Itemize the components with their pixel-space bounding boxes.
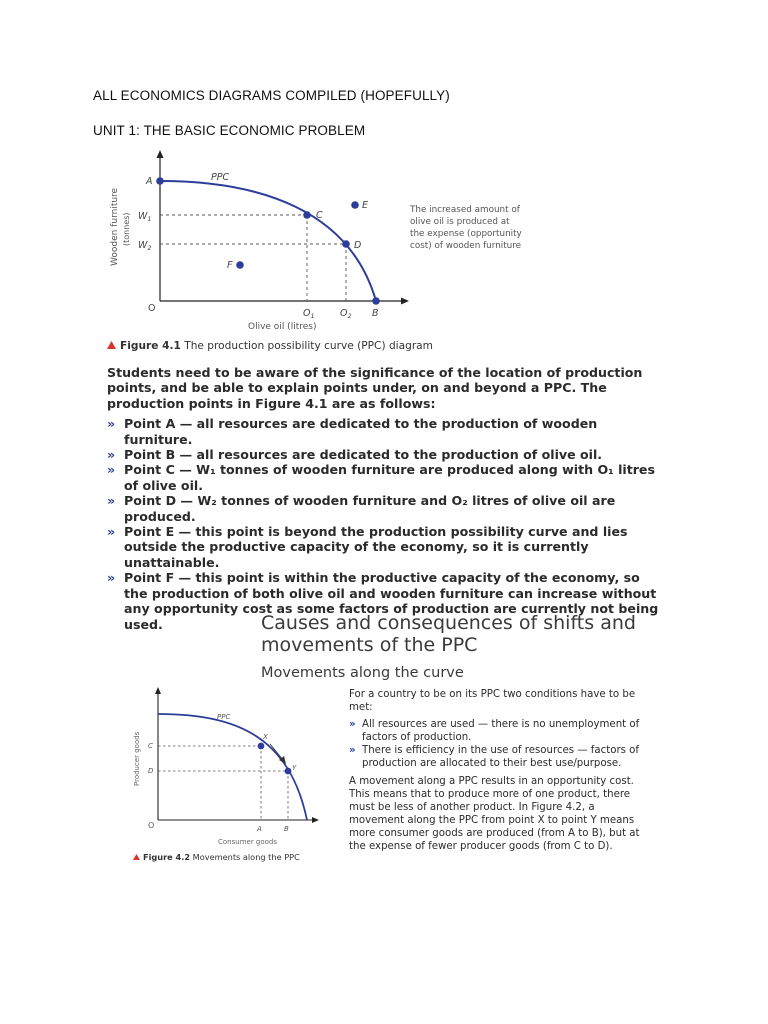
- y-axis-label-2: (tonnes): [122, 212, 131, 246]
- label-c: C: [148, 742, 153, 750]
- point-y: [285, 768, 292, 775]
- label-w1: $W_1$: [138, 211, 152, 223]
- label-c: C: [316, 210, 323, 221]
- document-title: ALL ECONOMICS DIAGRAMS COMPILED (HOPEFULLY): [93, 88, 450, 103]
- y-axis-label-1: Wooden furniture: [110, 187, 120, 266]
- point-x: [258, 743, 265, 750]
- x-axis-label: Olive oil (litres): [248, 322, 317, 332]
- list-item: » There is efficiency in the use of resources — factors of production are allocated to their best use/purpose.: [349, 745, 639, 770]
- caption-triangle-icon: [107, 341, 116, 349]
- point-f: [236, 261, 244, 269]
- movement-arrow: [270, 744, 283, 760]
- label-d: D: [148, 767, 154, 775]
- label-o2: $O_2$: [340, 308, 352, 320]
- unit-heading: UNIT 1: THE BASIC ECONOMIC PROBLEM: [93, 123, 366, 138]
- section-title: Causes and consequences of shifts and movements of the PPC: [261, 612, 636, 656]
- y-axis-arrow: [155, 687, 161, 694]
- label-ppc: PPC: [217, 713, 231, 721]
- label-d: D: [354, 240, 362, 251]
- list-item: » Point B — all resources are dedicated to the production of olive oil.: [107, 447, 603, 463]
- production-points-list: [107, 416, 667, 632]
- movements-text: [349, 688, 649, 857]
- note-line-4: cost) of wooden furniture: [410, 241, 522, 251]
- label-w2: $W_2$: [138, 240, 152, 252]
- note-line-3: the expense (opportunity: [410, 229, 522, 239]
- list-item: » Point E — this point is beyond the production possibility curve and lies outside the productive capacity of the economy, so it is currently unattainable.: [107, 524, 628, 570]
- figure-4-2-movements-diagram: [120, 684, 345, 866]
- caption-triangle-icon: [133, 854, 140, 860]
- ppc-curve: [158, 714, 307, 820]
- note-line-2: olive oil is produced at: [410, 217, 510, 227]
- x-axis-label: Consumer goods: [218, 838, 278, 846]
- y-axis-arrow: [157, 150, 164, 158]
- production-points-text: [107, 365, 667, 632]
- figure-4-1-ppc-diagram: [100, 148, 540, 356]
- label-b: B: [284, 825, 289, 833]
- list-item: » Point F — this point is within the productive capacity of the economy, so the production of both olive oil and wooden furniture can increase without any opportunity cost as some factors of production are currently not being used.: [107, 570, 659, 632]
- label-e: E: [362, 200, 369, 211]
- list-item: » Point A — all resources are dedicated to the production of wooden furniture.: [107, 416, 598, 447]
- x-axis-arrow: [401, 298, 409, 305]
- point-a: [156, 177, 164, 185]
- point-d: [342, 240, 350, 248]
- point-e: [351, 201, 359, 209]
- figure-4-2-caption: Figure 4.2 Movements along the PPC: [143, 852, 300, 862]
- list-item: » All resources are used — there is no unemployment of factors of production.: [349, 719, 640, 744]
- production-points-intro: Students need to be aware of the significance of the location of production points, and be able to explain points under, on and beyond a PPC. The production points in Figure 4.1 are as follows:: [107, 365, 643, 411]
- ppc-curve: [160, 181, 376, 301]
- section-subtitle: Movements along the curve: [261, 665, 464, 681]
- label-f: F: [227, 260, 233, 271]
- conditions-intro: For a country to be on its PPC two conditions have to be met:: [349, 689, 636, 714]
- label-o1: $O_1$: [303, 308, 315, 320]
- point-b: [372, 297, 380, 305]
- opportunity-cost-paragraph: A movement along a PPC results in an opportunity cost. This means that to produce more of one product, there must be less of another product. In Figure 4.2, a movement along the PPC from point X to point Y means more consumer goods are produced (from A to B), but at the expense of fewer producer goods (from C to D).: [349, 775, 640, 853]
- y-axis-label: Producer goods: [133, 731, 141, 786]
- label-b: B: [372, 308, 379, 319]
- note-line-1: The increased amount of: [410, 205, 520, 215]
- figure-4-1-caption: Figure 4.1 The production possibility curve (PPC) diagram: [120, 340, 433, 352]
- label-y: Y: [292, 764, 297, 772]
- list-item: » Point D — W₂ tonnes of wooden furniture and O₂ litres of olive oil are produced.: [107, 493, 616, 524]
- label-ppc: PPC: [211, 172, 230, 183]
- conditions-list: [349, 718, 649, 770]
- point-c: [303, 211, 311, 219]
- list-item: » Point C — W₁ tonnes of wooden furniture are produced along with O₁ litres of olive oil.: [107, 462, 655, 493]
- x-axis-arrow: [312, 817, 319, 823]
- origin-label: O: [148, 303, 156, 314]
- label-a: A: [257, 825, 262, 833]
- label-x: X: [263, 733, 268, 741]
- origin-label: O: [148, 821, 155, 830]
- label-a: A: [146, 176, 153, 187]
